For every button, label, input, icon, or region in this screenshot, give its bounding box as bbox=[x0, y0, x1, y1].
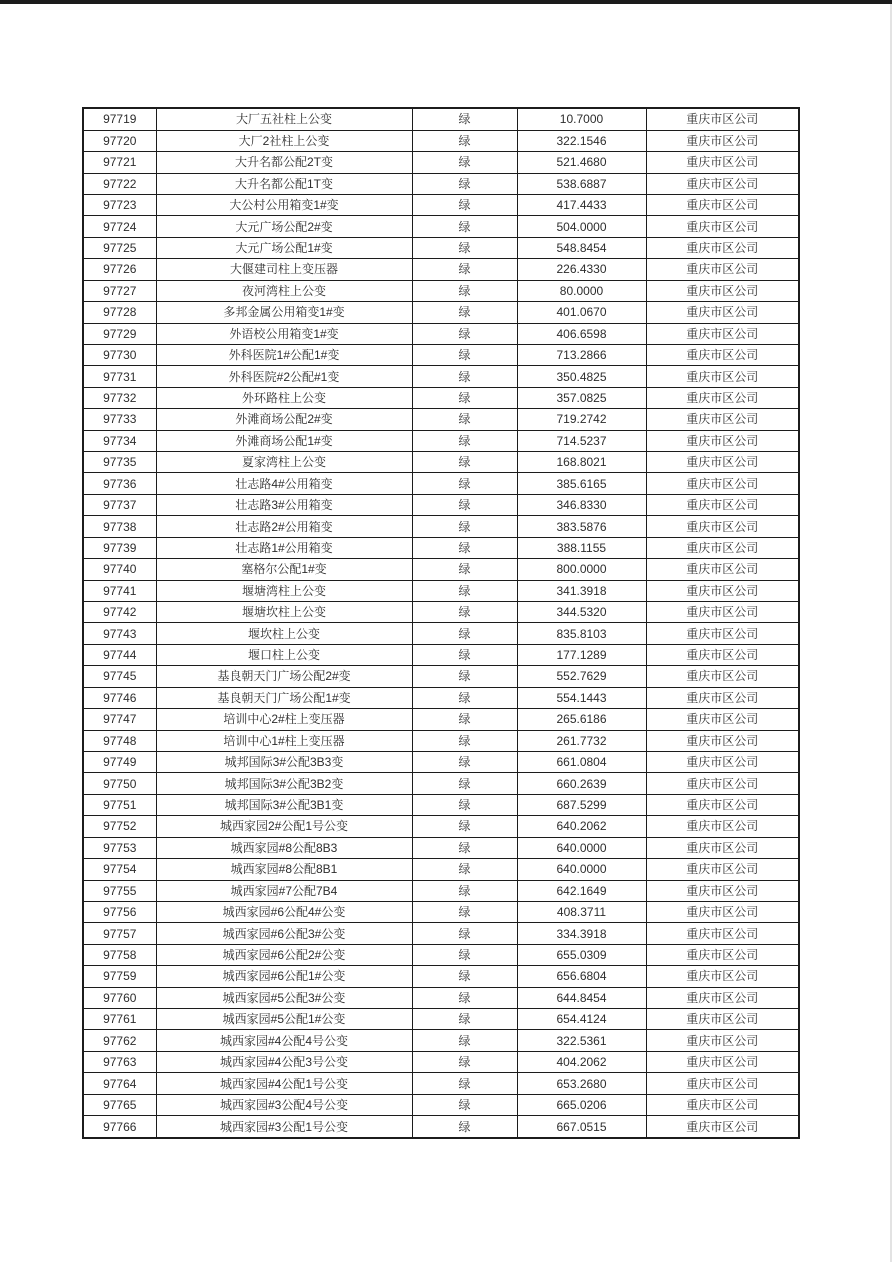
capacity-value-cell: 346.8330 bbox=[517, 494, 646, 515]
device-name-cell: 城邦国际3#公配3B3变 bbox=[156, 751, 412, 772]
capacity-value-cell: 408.3711 bbox=[517, 901, 646, 922]
table-row bbox=[83, 794, 799, 815]
device-name-cell: 城西家园#6公配4#公变 bbox=[156, 901, 412, 922]
row-id-cell: 97733 bbox=[83, 409, 156, 430]
company-cell: 重庆市区公司 bbox=[646, 666, 799, 687]
table-row bbox=[83, 966, 799, 987]
row-id-cell: 97744 bbox=[83, 644, 156, 665]
device-name-cell: 城西家园#6公配1#公变 bbox=[156, 966, 412, 987]
company-cell: 重庆市区公司 bbox=[646, 195, 799, 216]
capacity-value-cell: 661.0804 bbox=[517, 751, 646, 772]
company-cell: 重庆市区公司 bbox=[646, 923, 799, 944]
company-cell: 重庆市区公司 bbox=[646, 709, 799, 730]
table-row bbox=[83, 344, 799, 365]
table-row bbox=[83, 302, 799, 323]
row-id-cell: 97761 bbox=[83, 1009, 156, 1030]
row-id-cell: 97720 bbox=[83, 130, 156, 151]
table-row bbox=[83, 559, 799, 580]
row-id-cell: 97763 bbox=[83, 1051, 156, 1072]
row-id-cell: 97760 bbox=[83, 987, 156, 1008]
company-cell: 重庆市区公司 bbox=[646, 130, 799, 151]
capacity-value-cell: 406.6598 bbox=[517, 323, 646, 344]
row-id-cell: 97735 bbox=[83, 452, 156, 473]
device-name-cell: 城西家园#4公配4号公变 bbox=[156, 1030, 412, 1051]
device-name-cell: 堰口柱上公变 bbox=[156, 644, 412, 665]
table-row bbox=[83, 987, 799, 1008]
device-name-cell: 堰坎柱上公变 bbox=[156, 623, 412, 644]
top-edge-bar bbox=[0, 0, 892, 4]
company-cell: 重庆市区公司 bbox=[646, 494, 799, 515]
capacity-value-cell: 322.5361 bbox=[517, 1030, 646, 1051]
capacity-value-cell: 548.8454 bbox=[517, 237, 646, 258]
row-id-cell: 97745 bbox=[83, 666, 156, 687]
row-id-cell: 97723 bbox=[83, 195, 156, 216]
capacity-value-cell: 655.0309 bbox=[517, 944, 646, 965]
device-name-cell: 城西家园#5公配3#公变 bbox=[156, 987, 412, 1008]
row-id-cell: 97752 bbox=[83, 816, 156, 837]
row-id-cell: 97750 bbox=[83, 773, 156, 794]
company-cell: 重庆市区公司 bbox=[646, 280, 799, 301]
company-cell: 重庆市区公司 bbox=[646, 837, 799, 858]
table-row bbox=[83, 516, 799, 537]
status-cell: 绿 bbox=[412, 108, 517, 130]
row-id-cell: 97757 bbox=[83, 923, 156, 944]
row-id-cell: 97728 bbox=[83, 302, 156, 323]
company-cell: 重庆市区公司 bbox=[646, 452, 799, 473]
status-cell: 绿 bbox=[412, 130, 517, 151]
company-cell: 重庆市区公司 bbox=[646, 302, 799, 323]
capacity-value-cell: 226.4330 bbox=[517, 259, 646, 280]
row-id-cell: 97739 bbox=[83, 537, 156, 558]
table-row bbox=[83, 816, 799, 837]
company-cell: 重庆市区公司 bbox=[646, 366, 799, 387]
capacity-value-cell: 168.8021 bbox=[517, 452, 646, 473]
company-cell: 重庆市区公司 bbox=[646, 687, 799, 708]
status-cell: 绿 bbox=[412, 794, 517, 815]
company-cell: 重庆市区公司 bbox=[646, 1051, 799, 1072]
row-id-cell: 97722 bbox=[83, 173, 156, 194]
device-name-cell: 壮志路2#公用箱变 bbox=[156, 516, 412, 537]
row-id-cell: 97740 bbox=[83, 559, 156, 580]
capacity-value-cell: 656.6804 bbox=[517, 966, 646, 987]
company-cell: 重庆市区公司 bbox=[646, 516, 799, 537]
device-name-cell: 外语校公用箱变1#变 bbox=[156, 323, 412, 344]
table-row bbox=[83, 494, 799, 515]
status-cell: 绿 bbox=[412, 944, 517, 965]
device-name-cell: 大公村公用箱变1#变 bbox=[156, 195, 412, 216]
company-cell: 重庆市区公司 bbox=[646, 108, 799, 130]
row-id-cell: 97743 bbox=[83, 623, 156, 644]
status-cell: 绿 bbox=[412, 966, 517, 987]
company-cell: 重庆市区公司 bbox=[646, 602, 799, 623]
status-cell: 绿 bbox=[412, 494, 517, 515]
table-row bbox=[83, 195, 799, 216]
table-row bbox=[83, 130, 799, 151]
status-cell: 绿 bbox=[412, 559, 517, 580]
status-cell: 绿 bbox=[412, 859, 517, 880]
capacity-value-cell: 341.3918 bbox=[517, 580, 646, 601]
company-cell: 重庆市区公司 bbox=[646, 1009, 799, 1030]
device-name-cell: 夏家湾柱上公变 bbox=[156, 452, 412, 473]
row-id-cell: 97732 bbox=[83, 387, 156, 408]
device-name-cell: 基良朝天门广场公配1#变 bbox=[156, 687, 412, 708]
row-id-cell: 97748 bbox=[83, 730, 156, 751]
capacity-value-cell: 404.2062 bbox=[517, 1051, 646, 1072]
status-cell: 绿 bbox=[412, 751, 517, 772]
company-cell: 重庆市区公司 bbox=[646, 987, 799, 1008]
capacity-value-cell: 261.7732 bbox=[517, 730, 646, 751]
status-cell: 绿 bbox=[412, 1030, 517, 1051]
company-cell: 重庆市区公司 bbox=[646, 623, 799, 644]
row-id-cell: 97726 bbox=[83, 259, 156, 280]
device-name-cell: 城西家园#5公配1#公变 bbox=[156, 1009, 412, 1030]
device-name-cell: 塞格尔公配1#变 bbox=[156, 559, 412, 580]
table-row bbox=[83, 687, 799, 708]
status-cell: 绿 bbox=[412, 280, 517, 301]
row-id-cell: 97742 bbox=[83, 602, 156, 623]
status-cell: 绿 bbox=[412, 709, 517, 730]
row-id-cell: 97766 bbox=[83, 1116, 156, 1138]
row-id-cell: 97758 bbox=[83, 944, 156, 965]
table-row bbox=[83, 366, 799, 387]
table-row bbox=[83, 280, 799, 301]
capacity-value-cell: 388.1155 bbox=[517, 537, 646, 558]
device-name-cell: 大元广场公配2#变 bbox=[156, 216, 412, 237]
device-name-cell: 大元广场公配1#变 bbox=[156, 237, 412, 258]
device-name-cell: 堰塘坎柱上公变 bbox=[156, 602, 412, 623]
table-row bbox=[83, 1073, 799, 1094]
table-row bbox=[83, 901, 799, 922]
status-cell: 绿 bbox=[412, 730, 517, 751]
status-cell: 绿 bbox=[412, 1094, 517, 1115]
device-name-cell: 城西家园#6公配2#公变 bbox=[156, 944, 412, 965]
table-row bbox=[83, 452, 799, 473]
table-row bbox=[83, 108, 799, 130]
capacity-value-cell: 350.4825 bbox=[517, 366, 646, 387]
device-name-cell: 城西家园#8公配8B3 bbox=[156, 837, 412, 858]
capacity-value-cell: 552.7629 bbox=[517, 666, 646, 687]
table-row bbox=[83, 666, 799, 687]
status-cell: 绿 bbox=[412, 452, 517, 473]
company-cell: 重庆市区公司 bbox=[646, 1030, 799, 1051]
company-cell: 重庆市区公司 bbox=[646, 173, 799, 194]
device-name-cell: 城西家园#4公配1号公变 bbox=[156, 1073, 412, 1094]
table-row bbox=[83, 944, 799, 965]
table-row bbox=[83, 1030, 799, 1051]
company-cell: 重庆市区公司 bbox=[646, 387, 799, 408]
row-id-cell: 97747 bbox=[83, 709, 156, 730]
status-cell: 绿 bbox=[412, 880, 517, 901]
table-row bbox=[83, 751, 799, 772]
status-cell: 绿 bbox=[412, 1009, 517, 1030]
status-cell: 绿 bbox=[412, 173, 517, 194]
device-name-cell: 城西家园#7公配7B4 bbox=[156, 880, 412, 901]
capacity-value-cell: 401.0670 bbox=[517, 302, 646, 323]
device-name-cell: 城西家园2#公配1号公变 bbox=[156, 816, 412, 837]
table-row bbox=[83, 859, 799, 880]
status-cell: 绿 bbox=[412, 1073, 517, 1094]
row-id-cell: 97746 bbox=[83, 687, 156, 708]
row-id-cell: 97753 bbox=[83, 837, 156, 858]
status-cell: 绿 bbox=[412, 837, 517, 858]
device-name-cell: 城西家园#6公配3#公变 bbox=[156, 923, 412, 944]
device-name-cell: 大偃建司柱上变压器 bbox=[156, 259, 412, 280]
device-name-cell: 外环路柱上公变 bbox=[156, 387, 412, 408]
row-id-cell: 97741 bbox=[83, 580, 156, 601]
row-id-cell: 97731 bbox=[83, 366, 156, 387]
company-cell: 重庆市区公司 bbox=[646, 259, 799, 280]
capacity-value-cell: 714.5237 bbox=[517, 430, 646, 451]
company-cell: 重庆市区公司 bbox=[646, 773, 799, 794]
status-cell: 绿 bbox=[412, 387, 517, 408]
company-cell: 重庆市区公司 bbox=[646, 730, 799, 751]
table-row bbox=[83, 323, 799, 344]
status-cell: 绿 bbox=[412, 430, 517, 451]
table-row bbox=[83, 216, 799, 237]
table-row bbox=[83, 409, 799, 430]
device-name-cell: 堰塘湾柱上公变 bbox=[156, 580, 412, 601]
table-row bbox=[83, 580, 799, 601]
table-row bbox=[83, 1009, 799, 1030]
capacity-value-cell: 640.0000 bbox=[517, 859, 646, 880]
device-name-cell: 大厂2社柱上公变 bbox=[156, 130, 412, 151]
status-cell: 绿 bbox=[412, 152, 517, 173]
status-cell: 绿 bbox=[412, 537, 517, 558]
capacity-value-cell: 177.1289 bbox=[517, 644, 646, 665]
capacity-value-cell: 653.2680 bbox=[517, 1073, 646, 1094]
table-row bbox=[83, 623, 799, 644]
company-cell: 重庆市区公司 bbox=[646, 237, 799, 258]
status-cell: 绿 bbox=[412, 409, 517, 430]
capacity-value-cell: 719.2742 bbox=[517, 409, 646, 430]
status-cell: 绿 bbox=[412, 923, 517, 944]
company-cell: 重庆市区公司 bbox=[646, 152, 799, 173]
company-cell: 重庆市区公司 bbox=[646, 559, 799, 580]
company-cell: 重庆市区公司 bbox=[646, 344, 799, 365]
status-cell: 绿 bbox=[412, 302, 517, 323]
device-name-cell: 大升名都公配1T变 bbox=[156, 173, 412, 194]
status-cell: 绿 bbox=[412, 580, 517, 601]
row-id-cell: 97759 bbox=[83, 966, 156, 987]
table-row bbox=[83, 837, 799, 858]
company-cell: 重庆市区公司 bbox=[646, 473, 799, 494]
device-table-container bbox=[82, 107, 800, 1139]
row-id-cell: 97751 bbox=[83, 794, 156, 815]
status-cell: 绿 bbox=[412, 623, 517, 644]
capacity-value-cell: 344.5320 bbox=[517, 602, 646, 623]
status-cell: 绿 bbox=[412, 344, 517, 365]
capacity-value-cell: 660.2639 bbox=[517, 773, 646, 794]
device-name-cell: 培训中心1#柱上变压器 bbox=[156, 730, 412, 751]
capacity-value-cell: 640.2062 bbox=[517, 816, 646, 837]
device-name-cell: 培训中心2#柱上变压器 bbox=[156, 709, 412, 730]
company-cell: 重庆市区公司 bbox=[646, 944, 799, 965]
capacity-value-cell: 654.4124 bbox=[517, 1009, 646, 1030]
capacity-value-cell: 334.3918 bbox=[517, 923, 646, 944]
device-name-cell: 多邦金属公用箱变1#变 bbox=[156, 302, 412, 323]
table-row bbox=[83, 473, 799, 494]
row-id-cell: 97755 bbox=[83, 880, 156, 901]
table-row bbox=[83, 152, 799, 173]
capacity-value-cell: 554.1443 bbox=[517, 687, 646, 708]
row-id-cell: 97754 bbox=[83, 859, 156, 880]
table-row bbox=[83, 537, 799, 558]
company-cell: 重庆市区公司 bbox=[646, 880, 799, 901]
status-cell: 绿 bbox=[412, 602, 517, 623]
table-row bbox=[83, 923, 799, 944]
capacity-value-cell: 385.6165 bbox=[517, 473, 646, 494]
device-name-cell: 外科医院1#公配1#变 bbox=[156, 344, 412, 365]
company-cell: 重庆市区公司 bbox=[646, 901, 799, 922]
status-cell: 绿 bbox=[412, 901, 517, 922]
capacity-value-cell: 504.0000 bbox=[517, 216, 646, 237]
capacity-value-cell: 322.1546 bbox=[517, 130, 646, 151]
capacity-value-cell: 800.0000 bbox=[517, 559, 646, 580]
row-id-cell: 97738 bbox=[83, 516, 156, 537]
company-cell: 重庆市区公司 bbox=[646, 966, 799, 987]
table-row bbox=[83, 880, 799, 901]
row-id-cell: 97719 bbox=[83, 108, 156, 130]
table-row bbox=[83, 709, 799, 730]
device-name-cell: 外滩商场公配1#变 bbox=[156, 430, 412, 451]
device-name-cell: 基良朝天门广场公配2#变 bbox=[156, 666, 412, 687]
row-id-cell: 97764 bbox=[83, 1073, 156, 1094]
status-cell: 绿 bbox=[412, 644, 517, 665]
company-cell: 重庆市区公司 bbox=[646, 216, 799, 237]
company-cell: 重庆市区公司 bbox=[646, 644, 799, 665]
capacity-value-cell: 383.5876 bbox=[517, 516, 646, 537]
capacity-value-cell: 667.0515 bbox=[517, 1116, 646, 1138]
device-name-cell: 外滩商场公配2#变 bbox=[156, 409, 412, 430]
company-cell: 重庆市区公司 bbox=[646, 859, 799, 880]
status-cell: 绿 bbox=[412, 773, 517, 794]
row-id-cell: 97749 bbox=[83, 751, 156, 772]
row-id-cell: 97765 bbox=[83, 1094, 156, 1115]
company-cell: 重庆市区公司 bbox=[646, 1073, 799, 1094]
table-row bbox=[83, 602, 799, 623]
status-cell: 绿 bbox=[412, 473, 517, 494]
status-cell: 绿 bbox=[412, 259, 517, 280]
table-row bbox=[83, 430, 799, 451]
row-id-cell: 97737 bbox=[83, 494, 156, 515]
capacity-value-cell: 538.6887 bbox=[517, 173, 646, 194]
table-row bbox=[83, 644, 799, 665]
device-name-cell: 城西家园#3公配1号公变 bbox=[156, 1116, 412, 1138]
row-id-cell: 97762 bbox=[83, 1030, 156, 1051]
table-row bbox=[83, 730, 799, 751]
device-name-cell: 城西家园#4公配3号公变 bbox=[156, 1051, 412, 1072]
status-cell: 绿 bbox=[412, 687, 517, 708]
status-cell: 绿 bbox=[412, 516, 517, 537]
company-cell: 重庆市区公司 bbox=[646, 409, 799, 430]
table-row bbox=[83, 1094, 799, 1115]
company-cell: 重庆市区公司 bbox=[646, 1116, 799, 1138]
capacity-value-cell: 713.2866 bbox=[517, 344, 646, 365]
device-name-cell: 城邦国际3#公配3B2变 bbox=[156, 773, 412, 794]
device-name-cell: 大厂五社柱上公变 bbox=[156, 108, 412, 130]
status-cell: 绿 bbox=[412, 1051, 517, 1072]
row-id-cell: 97725 bbox=[83, 237, 156, 258]
row-id-cell: 97756 bbox=[83, 901, 156, 922]
table-row bbox=[83, 173, 799, 194]
device-name-cell: 大升名都公配2T变 bbox=[156, 152, 412, 173]
capacity-value-cell: 10.7000 bbox=[517, 108, 646, 130]
capacity-value-cell: 417.4433 bbox=[517, 195, 646, 216]
capacity-value-cell: 640.0000 bbox=[517, 837, 646, 858]
row-id-cell: 97734 bbox=[83, 430, 156, 451]
status-cell: 绿 bbox=[412, 987, 517, 1008]
device-name-cell: 壮志路4#公用箱变 bbox=[156, 473, 412, 494]
capacity-value-cell: 644.8454 bbox=[517, 987, 646, 1008]
status-cell: 绿 bbox=[412, 323, 517, 344]
table-row bbox=[83, 387, 799, 408]
company-cell: 重庆市区公司 bbox=[646, 537, 799, 558]
device-name-cell: 城西家园#3公配4号公变 bbox=[156, 1094, 412, 1115]
status-cell: 绿 bbox=[412, 195, 517, 216]
status-cell: 绿 bbox=[412, 816, 517, 837]
table-row bbox=[83, 237, 799, 258]
table-row bbox=[83, 1116, 799, 1138]
status-cell: 绿 bbox=[412, 237, 517, 258]
status-cell: 绿 bbox=[412, 366, 517, 387]
table-row bbox=[83, 1051, 799, 1072]
table-row bbox=[83, 259, 799, 280]
capacity-value-cell: 665.0206 bbox=[517, 1094, 646, 1115]
capacity-value-cell: 357.0825 bbox=[517, 387, 646, 408]
device-name-cell: 外科医院#2公配#1变 bbox=[156, 366, 412, 387]
company-cell: 重庆市区公司 bbox=[646, 430, 799, 451]
device-name-cell: 壮志路3#公用箱变 bbox=[156, 494, 412, 515]
row-id-cell: 97736 bbox=[83, 473, 156, 494]
capacity-value-cell: 80.0000 bbox=[517, 280, 646, 301]
row-id-cell: 97729 bbox=[83, 323, 156, 344]
row-id-cell: 97730 bbox=[83, 344, 156, 365]
status-cell: 绿 bbox=[412, 1116, 517, 1138]
capacity-value-cell: 642.1649 bbox=[517, 880, 646, 901]
device-name-cell: 城西家园#8公配8B1 bbox=[156, 859, 412, 880]
status-cell: 绿 bbox=[412, 216, 517, 237]
capacity-value-cell: 687.5299 bbox=[517, 794, 646, 815]
row-id-cell: 97721 bbox=[83, 152, 156, 173]
device-name-cell: 城邦国际3#公配3B1变 bbox=[156, 794, 412, 815]
company-cell: 重庆市区公司 bbox=[646, 816, 799, 837]
company-cell: 重庆市区公司 bbox=[646, 794, 799, 815]
row-id-cell: 97727 bbox=[83, 280, 156, 301]
device-table-body bbox=[83, 108, 799, 1138]
table-row bbox=[83, 773, 799, 794]
device-name-cell: 夜河湾柱上公变 bbox=[156, 280, 412, 301]
company-cell: 重庆市区公司 bbox=[646, 323, 799, 344]
device-table bbox=[82, 107, 800, 1139]
company-cell: 重庆市区公司 bbox=[646, 1094, 799, 1115]
device-name-cell: 壮志路1#公用箱变 bbox=[156, 537, 412, 558]
company-cell: 重庆市区公司 bbox=[646, 751, 799, 772]
capacity-value-cell: 835.8103 bbox=[517, 623, 646, 644]
capacity-value-cell: 265.6186 bbox=[517, 709, 646, 730]
row-id-cell: 97724 bbox=[83, 216, 156, 237]
status-cell: 绿 bbox=[412, 666, 517, 687]
company-cell: 重庆市区公司 bbox=[646, 580, 799, 601]
capacity-value-cell: 521.4680 bbox=[517, 152, 646, 173]
